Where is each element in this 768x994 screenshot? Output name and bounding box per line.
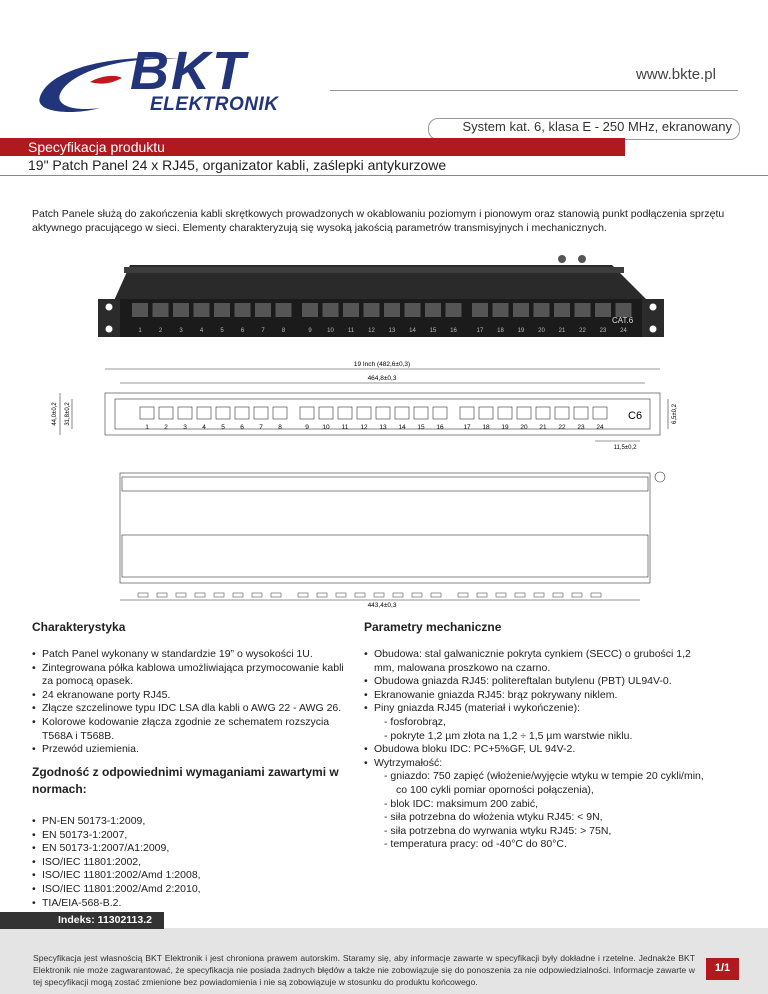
photo-port — [405, 303, 421, 317]
list-item: • TIA/EIA-568-B.2. — [32, 897, 350, 911]
list-item: • ISO/IEC 11801:2002/Amd 2:2010, — [32, 883, 350, 897]
drawing-port — [414, 407, 428, 419]
photo-port-number: 21 — [558, 328, 566, 334]
drawing-port-number: 18 — [482, 424, 490, 431]
drawing-port — [395, 407, 409, 419]
spec-title: Specyfikacja produktu — [28, 139, 165, 155]
photo-port — [194, 303, 210, 317]
photo-port — [513, 303, 529, 317]
drawing-port — [517, 407, 531, 419]
list-item: • Obudowa bloku IDC: PC+5%GF, UL 94V-2. — [364, 743, 714, 757]
photo-port-number: 18 — [497, 328, 504, 334]
drawing-port — [338, 407, 352, 419]
standards-list — [32, 815, 350, 910]
drawing-port — [178, 407, 192, 419]
photo-port-number: 1 — [138, 328, 142, 334]
list-item: • EN 50173-1:2007, — [32, 829, 350, 843]
photo-port — [364, 303, 380, 317]
shelf-slot — [336, 593, 346, 597]
drawing-port — [300, 407, 314, 419]
durability-sub-1b: co 100 cykli pomiar oporności połączenia), — [396, 783, 594, 796]
drawing-port — [433, 407, 447, 419]
shelf-slot — [496, 593, 506, 597]
drawing-port-number: 10 — [322, 424, 330, 431]
drawing-port-number: 17 — [463, 424, 471, 431]
dim-19-inch: 19 Inch (482,6±0,3) — [353, 361, 411, 368]
photo-port — [343, 303, 359, 317]
product-photo — [92, 245, 672, 350]
dim-side: 6,5±0,2 — [672, 404, 678, 424]
title-divider — [0, 175, 768, 176]
shelf-slot — [431, 593, 441, 597]
list-item: • Złącze szczelinowe typu IDC LSA dla kabli o AWG 22 - AWG 26. — [32, 702, 350, 716]
photo-port — [384, 303, 400, 317]
drawing-port-number: 2 — [164, 424, 168, 431]
photo-port-number: 14 — [409, 328, 416, 334]
shelf-slot — [412, 593, 422, 597]
drawing-port — [197, 407, 211, 419]
photo-port — [235, 303, 251, 317]
list-item: • EN 50173-1:2007/A1:2009, — [32, 842, 350, 856]
photo-port-number: 12 — [368, 328, 375, 334]
drawing-port-number: 9 — [305, 424, 309, 431]
drawing-port — [140, 407, 154, 419]
list-item: • Patch Panel wykonany w standardzie 19” o wysokości 1U. — [32, 648, 350, 662]
drawing-port-number: 20 — [520, 424, 528, 431]
photo-port — [493, 303, 509, 317]
shelf-slot — [271, 593, 281, 597]
drawing-port — [574, 407, 588, 419]
technical-drawing — [40, 355, 740, 610]
photo-port — [173, 303, 189, 317]
drawing-port-number: 11 — [341, 424, 349, 431]
website-link[interactable]: www.bkte.pl — [635, 66, 716, 83]
drawing-port — [460, 407, 474, 419]
list-item: • Kolorowe kodowanie złącza zgodnie ze schematem rozszycia T568A i T568B. — [32, 716, 350, 743]
shelf-slot — [138, 593, 148, 597]
photo-port-number: 5 — [220, 328, 224, 334]
characteristics-list — [32, 648, 350, 757]
list-item: • PN-EN 50173-1:2009, — [32, 815, 350, 829]
photo-port-number: 10 — [327, 328, 334, 334]
drawing-port — [376, 407, 390, 419]
characteristics-heading: Charakterystyka — [32, 620, 126, 634]
photo-port-number: 23 — [599, 328, 607, 334]
drawing-port-number: 14 — [398, 424, 406, 431]
photo-port-number: 22 — [579, 328, 586, 334]
drawing-port — [498, 407, 512, 419]
system-badge-text: System kat. 6, klasa E - 250 MHz, ekranowany — [462, 119, 732, 134]
drawing-port-number: 21 — [539, 424, 547, 431]
list-item: • Obudowa: stal galwanicznie pokryta cynkiem (SECC) o grubości 1,2 mm, malowana proszkowo na czarno. — [364, 648, 714, 675]
list-item — [364, 702, 714, 743]
shelf-slot — [515, 593, 525, 597]
list-item — [364, 757, 714, 852]
photo-port-number: 16 — [450, 328, 457, 334]
photo-port-number: 2 — [158, 328, 163, 334]
drawing-port — [357, 407, 371, 419]
drawing-port — [235, 407, 249, 419]
photo-port — [575, 303, 591, 317]
shelf-slot — [252, 593, 262, 597]
drawing-port-number: 6 — [240, 424, 244, 431]
mechanical-list — [364, 648, 714, 852]
drawing-port-number: 1 — [145, 424, 149, 431]
shelf-slot — [233, 593, 243, 597]
header-divider — [330, 90, 738, 91]
footer-disclaimer: Specyfikacja jest własnością BKT Elektronik i jest chroniona prawem autorskim. Staramy się, aby informacje zawarte w specyfikacji były dokładne i rzetelne. Jednakże BKT Elektronik nie może zagwarantować, że specyfikacja nie posiada żadnych błędów a także nie zobowiązuje się do ponoszenia za nie odpowiedzialności. Informacje zawarte w tej specyfikacji mogą zostać zmienione bez powiadomienia i nie są zobowiązuje w stosunku do produktu końcowego. — [33, 953, 695, 987]
drawing-port-number: 22 — [558, 424, 566, 431]
page-number: 1/1 — [714, 962, 731, 974]
drawing-port-number: 5 — [221, 424, 225, 431]
dim-hole-spacing: 11,5±0,2 — [613, 445, 637, 451]
shelf-slot — [393, 593, 403, 597]
shelf-slot — [355, 593, 365, 597]
photo-port — [595, 303, 611, 317]
durability-sub-3: - siła potrzebna do włożenia wtyku RJ45: < 9N, — [384, 811, 603, 824]
photo-port — [255, 303, 271, 317]
dim-outer-height: 44,0±0,2 — [52, 402, 58, 426]
list-item: • 24 ekranowane porty RJ45. — [32, 689, 350, 703]
list-item: • ISO/IEC 11801:2002/Amd 1:2008, — [32, 869, 350, 883]
photo-port-number: 4 — [199, 328, 204, 334]
pins-label: Piny gniazda RJ45 (materiał i wykończenie): — [374, 702, 581, 715]
photo-port — [616, 303, 632, 317]
pins-sub-1: - fosforobrąz, — [384, 715, 446, 728]
photo-port-number: 15 — [429, 328, 437, 334]
drawing-port — [593, 407, 607, 419]
photo-port-number: 24 — [620, 328, 627, 334]
photo-port — [276, 303, 292, 317]
list-item: • Ekranowanie gniazda RJ45: brąz pokrywany niklem. — [364, 689, 714, 703]
mechanical-heading: Parametry mechaniczne — [364, 620, 502, 634]
photo-port — [425, 303, 441, 317]
list-item: • Zintegrowana półka kablowa umożliwiająca przymocowanie kabli za pomocą opasek. — [32, 662, 350, 689]
shelf-slot — [176, 593, 186, 597]
shelf-slot — [195, 593, 205, 597]
shelf-slot — [157, 593, 167, 597]
shelf-slot — [553, 593, 563, 597]
photo-port — [132, 303, 148, 317]
photo-port-number: 17 — [476, 328, 484, 334]
brand-logo-subtitle: ELEKTRONIK — [150, 94, 279, 115]
drawing-port — [254, 407, 268, 419]
list-item: • ISO/IEC 11801:2002, — [32, 856, 350, 870]
drawing-port — [555, 407, 569, 419]
standards-heading: Zgodność z odpowiednimi wymaganiami zawartymi w normach: — [32, 765, 339, 796]
shelf-slot — [591, 593, 601, 597]
photo-port-number: 20 — [538, 328, 545, 334]
drawing-cat-label: C6 — [628, 410, 643, 422]
photo-port-number: 7 — [261, 328, 265, 334]
durability-label: Wytrzymałość: — [374, 756, 443, 769]
photo-port-number: 13 — [388, 328, 396, 334]
dim-bottom-width: 443,4±0,3 — [367, 602, 397, 609]
list-item: • Przewód uziemienia. — [32, 743, 350, 757]
photo-port-number: 3 — [179, 328, 183, 334]
drawing-port-number: 16 — [436, 424, 444, 431]
shelf-slot — [534, 593, 544, 597]
list-item: • Obudowa gniazda RJ45: politereftalan butylenu (PBT) UL94V-0. — [364, 675, 714, 689]
drawing-port — [216, 407, 230, 419]
drawing-port-number: 19 — [501, 424, 509, 431]
dim-inner-width: 464,8±0,3 — [367, 375, 397, 382]
photo-port — [554, 303, 570, 317]
photo-port — [446, 303, 462, 317]
photo-port — [323, 303, 339, 317]
shelf-slot — [374, 593, 384, 597]
durability-sub-2: - blok IDC: maksimum 200 zabić, — [384, 797, 539, 810]
drawing-port-number: 24 — [596, 424, 604, 431]
photo-cat-label: CAT.6 — [612, 316, 634, 325]
photo-port — [472, 303, 488, 317]
durability-sub-4: - siła potrzebna do wyrwania wtyku RJ45: > 75N, — [384, 824, 612, 837]
drawing-port-number: 4 — [202, 424, 206, 431]
photo-port-number: 6 — [240, 328, 245, 334]
drawing-port — [159, 407, 173, 419]
photo-port — [214, 303, 230, 317]
drawing-port-number: 8 — [278, 424, 282, 431]
dim-inner-height: 31,8±0,2 — [65, 402, 71, 426]
photo-port-number: 19 — [517, 328, 525, 334]
photo-port-number: 11 — [347, 328, 355, 334]
photo-port-number: 9 — [308, 328, 312, 334]
drawing-port-number: 7 — [259, 424, 263, 431]
shelf-slot — [317, 593, 327, 597]
index-text: Indeks: 11302113.2 — [58, 914, 152, 926]
drawing-port-number: 12 — [360, 424, 368, 431]
brand-logo-text: BKT — [130, 41, 247, 101]
drawing-port — [479, 407, 493, 419]
drawing-port — [273, 407, 287, 419]
drawing-ports — [138, 407, 607, 597]
pins-sub-2: - pokryte 1,2 µm złota na 1,2 ÷ 1,5 µm warstwie niklu. — [384, 729, 633, 742]
photo-port-number: 8 — [281, 328, 286, 334]
photo-port — [534, 303, 550, 317]
drawing-port-number: 15 — [417, 424, 425, 431]
drawing-port — [319, 407, 333, 419]
shelf-slot — [572, 593, 582, 597]
intro-paragraph: Patch Panele służą do zakończenia kabli skrętkowych prowadzonych w okablowaniu poziomym i pionowym oraz stanowią punkt podłączenia sprzętu aktywnego pracującego w sieci. Elementy charakteryzują się wysoką jakością parametrów transmisyjnych i mechanicznych. — [32, 208, 725, 234]
photo-port — [153, 303, 169, 317]
shelf-slot — [214, 593, 224, 597]
shelf-slot — [298, 593, 308, 597]
durability-sub-1a: - gniazdo: 750 zapięć (włożenie/wyjęcie wtyku w tempie 20 cykli/min, — [384, 770, 704, 783]
photo-port — [302, 303, 318, 317]
drawing-port-number: 23 — [577, 424, 585, 431]
shelf-slot — [458, 593, 468, 597]
shelf-slot — [477, 593, 487, 597]
drawing-port — [536, 407, 550, 419]
drawing-port-number: 13 — [379, 424, 387, 431]
durability-sub-5: - temperatura pracy: od -40°C do 80°C. — [384, 838, 567, 851]
product-title: 19" Patch Panel 24 x RJ45, organizator kabli, zaślepki antykurzowe — [28, 157, 447, 173]
drawing-port-number: 3 — [183, 424, 187, 431]
